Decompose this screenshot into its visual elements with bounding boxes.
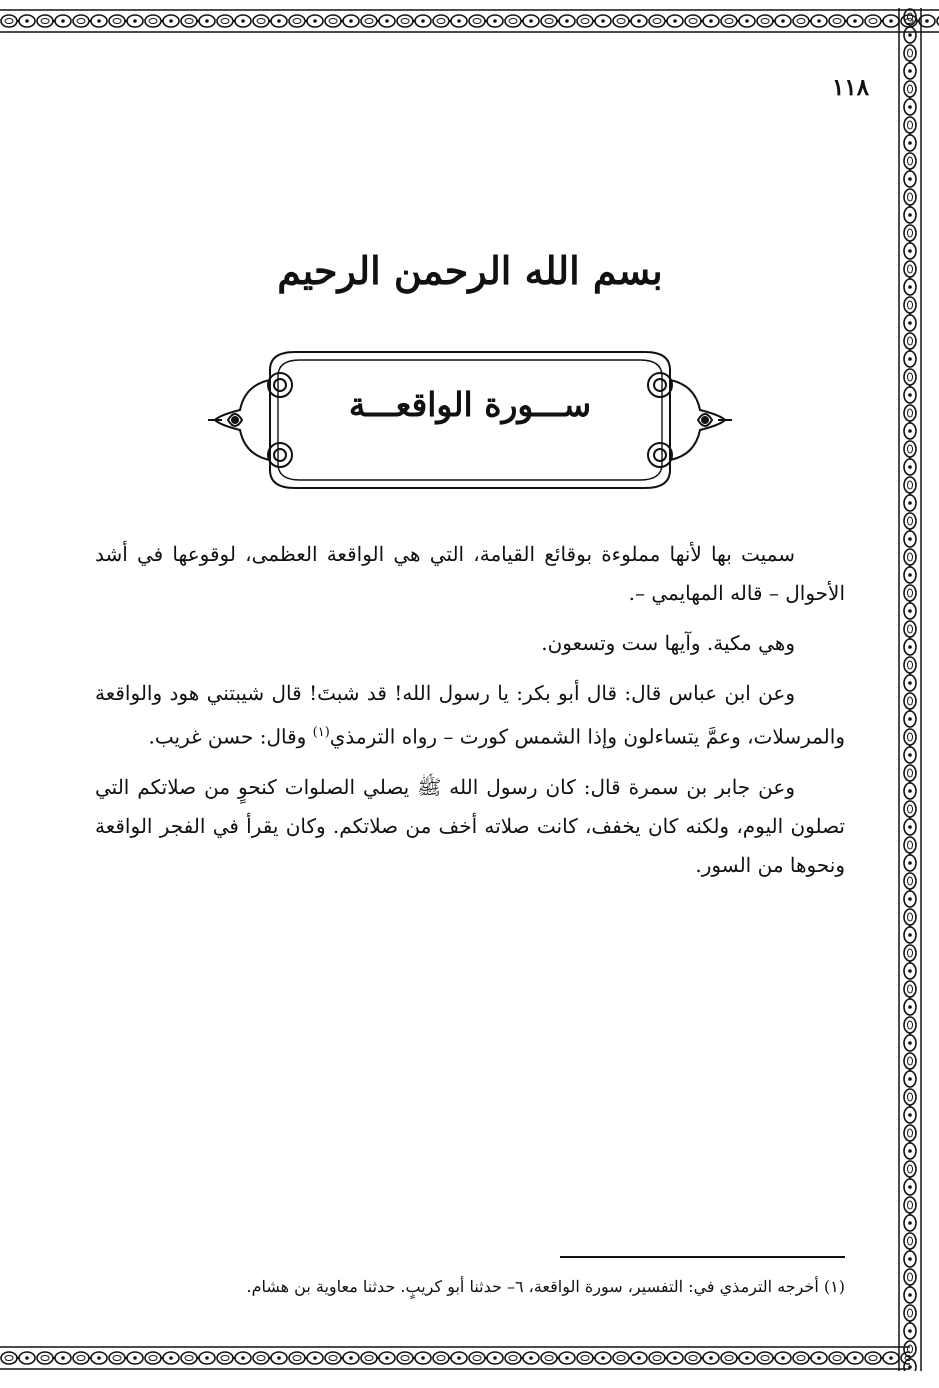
main-text [95,535,845,896]
paragraph-jabir: وعن جابر بن سمرة قال: كان رسول الله ﷺ يصلي الصلوات كنحوٍ من صلاتكم التي تصلون اليوم، ولكنه كان يخفف، كانت صلاته أخف من صلاتكم. وكان يقرأ في الفجر الواقعة ونحوها من السور. [95,774,845,877]
paragraph-ibn-abbas-text: وعن ابن عباس قال: قال أبو بكر: يا رسول الله! قد شبتَ! قال شيبتني هود والواقعة والمرسلات، وعمَّ يتساءلون وإذا الشمس كورت – رواه الترمذي [95,681,845,749]
footnote-1: (١) أخرجه الترمذي في: التفسير، سورة الواقعة، ٦– حدثنا أبو كريبٍ. حدثنا معاوية بن هشام. [246,1277,845,1296]
basmala-heading: بسم الله الرحمن الرحيم [277,248,663,293]
footnote-reference: (١) [312,725,330,740]
paragraph-naming: سميت بها لأنها مملوءة بوقائع القيامة، التي هي الواقعة العظمى، لوقوعها في أشد الأحوال – قاله المهايمي –. [95,542,845,605]
paragraph-ibn-abbas-end: وقال: حسن غريب. [148,724,313,749]
page-border-right [897,8,923,1371]
paragraph-ibn-abbas [95,674,845,757]
page-number: ١١٨ [831,74,869,101]
page-border-top [0,8,939,34]
footnote-separator [560,1256,845,1258]
paragraph-makki: وهي مكية. وآيها ست وتسعون. [541,631,795,655]
surah-title: ســـورة الواقعـــة [348,385,592,424]
page-border-bottom [0,1345,939,1371]
